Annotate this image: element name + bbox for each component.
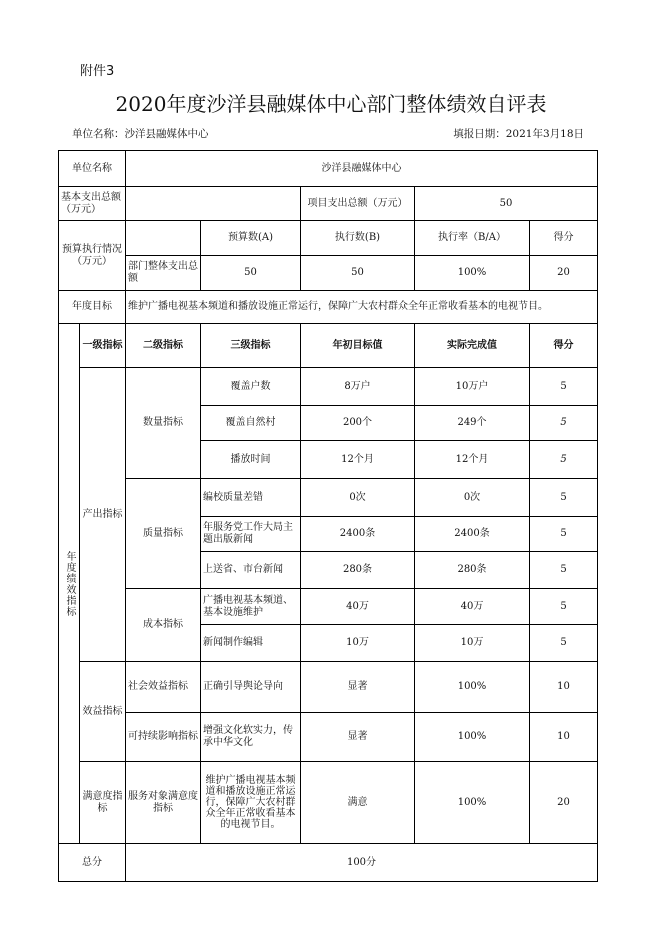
row-actual: 2400条 (415, 517, 530, 552)
level2-cell: 可持续影响指标 (126, 713, 201, 762)
row-name: 上送省、市台新闻 (201, 552, 301, 589)
budget-header: 预算数(A) (201, 221, 301, 256)
page-title: 2020年度沙洋县融媒体中心部门整体绩效自评表 (115, 92, 547, 116)
unit-name-value: 沙洋县融媒体中心 (126, 151, 598, 187)
row-name: 年服务党工作大局主题出版新闻 (201, 517, 301, 552)
header-cell: 二级指标 (126, 324, 201, 368)
project-expense-value: 50 (415, 187, 598, 221)
basic-expense-value (126, 187, 301, 221)
level1-cell: 效益指标 (80, 662, 126, 762)
row-actual: 10万户 (415, 368, 530, 406)
row-target: 40万 (301, 589, 415, 625)
unit-name-label: 单位名称 (59, 151, 126, 187)
budget-row-label: 部门整体支出总额 (126, 256, 201, 291)
row-name: 播放时间 (201, 441, 301, 479)
header-cell: 年初目标值 (301, 324, 415, 368)
row-target: 200个 (301, 406, 415, 441)
budget-header: 得分 (530, 221, 598, 256)
row-name: 覆盖户数 (201, 368, 301, 406)
row-target: 280条 (301, 552, 415, 589)
row-score: 5 (530, 589, 598, 625)
basic-expense-label: 基本支出总额（万元） (59, 187, 126, 221)
row-score: 10 (530, 662, 598, 713)
header-cell: 三级指标 (201, 324, 301, 368)
total-value: 100分 (126, 844, 598, 882)
row-score: 5 (530, 552, 598, 589)
header-cell: 一级指标 (80, 324, 126, 368)
row-score: 5 (530, 368, 598, 406)
row-score: 5 (530, 479, 598, 517)
row-score: 5 (530, 517, 598, 552)
row-actual: 280条 (415, 552, 530, 589)
budget-score: 20 (530, 256, 598, 291)
budget-b: 50 (301, 256, 415, 291)
level2-cell: 社会效益指标 (126, 662, 201, 713)
row-name: 新闻制作编辑 (201, 625, 301, 662)
row-target: 12个月 (301, 441, 415, 479)
row-target: 8万户 (301, 368, 415, 406)
row-score: 10 (530, 713, 598, 762)
row-score: 5 (530, 441, 598, 479)
row-actual: 40万 (415, 589, 530, 625)
row-name: 增强文化软实力，传承中华文化 (201, 713, 301, 762)
row-target: 10万 (301, 625, 415, 662)
header-cell: 实际完成值 (415, 324, 530, 368)
row-name: 覆盖自然村 (201, 406, 301, 441)
row-name: 维护广播电视基本频道和播放设施正常运行，保障广大农村群众全年正常收看基本的电视节目。 (201, 762, 301, 844)
indicator-label: 年度绩效指标 (59, 324, 80, 844)
budget-label: 预算执行情况（万元） (59, 221, 126, 291)
row-actual: 249个 (415, 406, 530, 441)
row-target: 2400条 (301, 517, 415, 552)
row-target: 显著 (301, 713, 415, 762)
date-line: 填报日期：2021年3月18日 (453, 128, 584, 140)
goal-label: 年度目标 (59, 291, 126, 324)
goal-text: 维护广播电视基本频道和播放设施正常运行，保障广大农村群众全年正常收看基本的电视节目。 (126, 291, 598, 324)
unit-line: 单位名称：沙洋县融媒体中心 (72, 128, 209, 140)
row-actual: 0次 (415, 479, 530, 517)
budget-header: 执行率（B/A） (415, 221, 530, 256)
project-expense-label: 项目支出总额（万元） (301, 187, 415, 221)
total-label: 总分 (59, 844, 126, 882)
level1-cell: 产出指标 (80, 368, 126, 662)
level1-cell: 满意度指标 (80, 762, 126, 844)
row-actual: 100% (415, 662, 530, 713)
budget-rate: 100% (415, 256, 530, 291)
level2-cell: 成本指标 (126, 589, 201, 662)
budget-empty (126, 221, 201, 256)
row-target: 显著 (301, 662, 415, 713)
attachment-label: 附件3 (80, 64, 115, 79)
row-actual: 12个月 (415, 441, 530, 479)
row-name: 广播电视基本频道、基本设施维护 (201, 589, 301, 625)
row-score: 5 (530, 406, 598, 441)
row-score: 5 (530, 625, 598, 662)
header-cell: 得分 (530, 324, 598, 368)
level2-cell: 服务对象满意度指标 (126, 762, 201, 844)
row-name: 编校质量差错 (201, 479, 301, 517)
budget-header: 执行数(B) (301, 221, 415, 256)
row-actual: 10万 (415, 625, 530, 662)
row-actual: 100% (415, 713, 530, 762)
evaluation-table (58, 150, 598, 882)
row-target: 满意 (301, 762, 415, 844)
level2-cell: 质量指标 (126, 479, 201, 589)
row-target: 0次 (301, 479, 415, 517)
row-name: 正确引导舆论导向 (201, 662, 301, 713)
row-score: 20 (530, 762, 598, 844)
row-actual: 100% (415, 762, 530, 844)
budget-a: 50 (201, 256, 301, 291)
level2-cell: 数量指标 (126, 368, 201, 479)
